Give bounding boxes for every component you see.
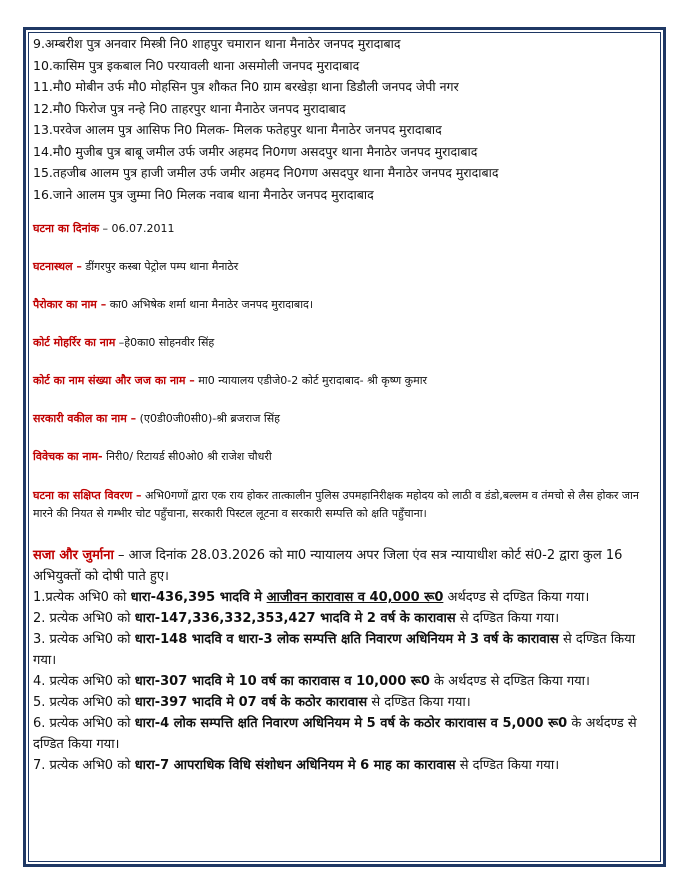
investigator-value: निरी0/ रिटायर्ड सी0ओ0 श्री राजेश चौधरी bbox=[102, 450, 272, 463]
govt-advocate-value: (ए0डी0जी0सी0)-श्री ब्रजराज सिंह bbox=[136, 412, 280, 425]
accused-item: 15.तहजीब आलम पुत्र हाजी जमील उर्फ जमीर अहमद नि0गण असदपुर थाना मैनाठेर जनपद मुरादाबाद bbox=[33, 165, 499, 180]
document-body bbox=[33, 33, 655, 776]
sentence-intro-text: – आज दिनांक 28.03.2026 को मा0 न्यायालय अपर जिला एंव सत्र न्यायाधीश कोर्ट सं0-2 द्वारा कुल 16 अभियुक्तों को दोषी पाते हुए। bbox=[33, 548, 623, 584]
accused-item: 10.कासिम पुत्र इकबाल नि0 परयावली थाना असमोली जनपद मुरादाबाद bbox=[33, 57, 360, 73]
sentence-item: 4. प्रत्येक अभि0 को धारा-307 भादवि मे 10 वर्ष का कारावास व 10,000 रू0 के अर्थदण्ड से दण्डित किया गया। bbox=[33, 674, 590, 689]
court-name-value: मा0 न्यायालय एडीजे0-2 कोर्ट मुरादाबाद- श्री कृष्ण कुमार bbox=[194, 374, 428, 387]
sentence-item: 2. प्रत्येक अभि0 को धारा-147,336,332,353,427 भादवि मे 2 वर्ष के कारावास से दण्डित किया गया। bbox=[33, 611, 560, 626]
court-name-label: कोर्ट का नाम संख्या और जज का नाम – bbox=[33, 374, 195, 387]
sentence-intro bbox=[33, 545, 655, 587]
incident-date-value: – 06.07.2011 bbox=[99, 222, 175, 235]
court-moharrir bbox=[33, 335, 655, 351]
sentence-item: 3. प्रत्येक अभि0 को धारा-148 भादवि व धारा-3 लोक सम्पत्ति क्षति निवारण अधिनियम मे 3 वर्ष के कारावास से दण्डित किया गया। bbox=[33, 632, 636, 668]
pairokar-value: का0 अभिषेक शर्मा थाना मैनाठेर जनपद मुरादाबाद। bbox=[106, 298, 314, 311]
sentence-item: 1.प्रत्येक अभि0 को धारा-436,395 भादवि मे आजीवन कारावास व 40,000 रू0 अर्थदण्ड से दण्डित किया गया। bbox=[33, 590, 590, 605]
incident-place-label: घटनास्थल – bbox=[33, 260, 82, 273]
court-moharrir-label: कोर्ट मोहर्रिर का नाम bbox=[33, 336, 116, 349]
accused-item: 14.मौ0 मुजीब पुत्र बाबू जमील उर्फ जमीर अहमद नि0गण असदपुर थाना मैनाठेर जनपद मुरादाबाद bbox=[33, 143, 478, 159]
incident-date-label: घटना का दिनांक bbox=[33, 222, 100, 235]
accused-item: 9.अम्बरीश पुत्र अनवार मिस्त्री नि0 शाहपुर चमारान थाना मैनाठेर जनपद मुरादाबाद bbox=[33, 36, 401, 51]
incident-summary bbox=[33, 487, 655, 523]
incident-place bbox=[33, 259, 655, 275]
investigator-label: विवेचक का नाम- bbox=[33, 450, 103, 463]
incident-summary-label: घटना का सक्षिप्त विवरण – bbox=[33, 489, 142, 502]
incident-date bbox=[33, 221, 655, 237]
incident-place-value: डींगरपुर कस्बा पेट्रोल पम्प थाना मैनाठेर bbox=[81, 260, 239, 273]
accused-item: 11.मौ0 मोबीन उर्फ मौ0 मोहसिन पुत्र शौकत नि0 ग्राम बरखेड़ा थाना डिडौली जनपद जेपी नगर bbox=[33, 79, 459, 94]
sentence-section bbox=[33, 545, 655, 776]
pairokar-label: पैरोकार का नाम – bbox=[33, 298, 107, 311]
govt-advocate bbox=[33, 411, 655, 427]
sentence-label: सजा और जुर्माना bbox=[33, 548, 114, 563]
sentence-item: 5. प्रत्येक अभि0 को धारा-397 भादवि मे 07 वर्ष के कठोर कारावास से दण्डित किया गया। bbox=[33, 695, 471, 710]
govt-advocate-label: सरकारी वकील का नाम – bbox=[33, 412, 137, 425]
accused-list bbox=[33, 33, 655, 205]
sentence-item: 7. प्रत्येक अभि0 को धारा-7 आपराधिक विधि संशोधन अधिनियम मे 6 माह का कारावास से दण्डित किया गया। bbox=[33, 758, 560, 773]
pairokar bbox=[33, 297, 655, 313]
sentence-item: 6. प्रत्येक अभि0 को धारा-4 लोक सम्पत्ति क्षति निवारण अधिनियम मे 5 वर्ष के कठोर कारावास व 5,000 रू0 के अर्थदण्ड से दण्डित किया गया। bbox=[33, 716, 637, 752]
accused-item: 12.मौ0 फिरोज पुत्र नन्हे नि0 ताहरपुर थाना मैनाठेर जनपद मुरादाबाद bbox=[33, 100, 346, 116]
court-moharrir-value: –हे0का0 सोहनवीर सिंह bbox=[115, 336, 215, 349]
accused-item: 13.परवेज आलम पुत्र आसिफ नि0 मिलक- मिलक फतेहपुर थाना मैनाठेर जनपद मुरादाबाद bbox=[33, 122, 442, 137]
accused-item: 16.जाने आलम पुत्र जुम्मा नि0 मिलक नवाब थाना मैनाठेर जनपद मुरादाबाद bbox=[33, 186, 374, 202]
incident-summary-value: अभि0गणों द्वारा एक राय होकर तात्कालीन पुलिस उपमहानिरीक्षक महोदय को लाठी व डंडो,बल्लम व तंमचो से लैस होकर जान मारने की नियत से गम्भीर चोट पहुँचाना, सरकारी पिस्टल लूटना व सरकारी सम्पत्ति को क्षति पहुँचाना। bbox=[33, 489, 640, 520]
court-name bbox=[33, 373, 655, 389]
investigator bbox=[33, 449, 655, 465]
